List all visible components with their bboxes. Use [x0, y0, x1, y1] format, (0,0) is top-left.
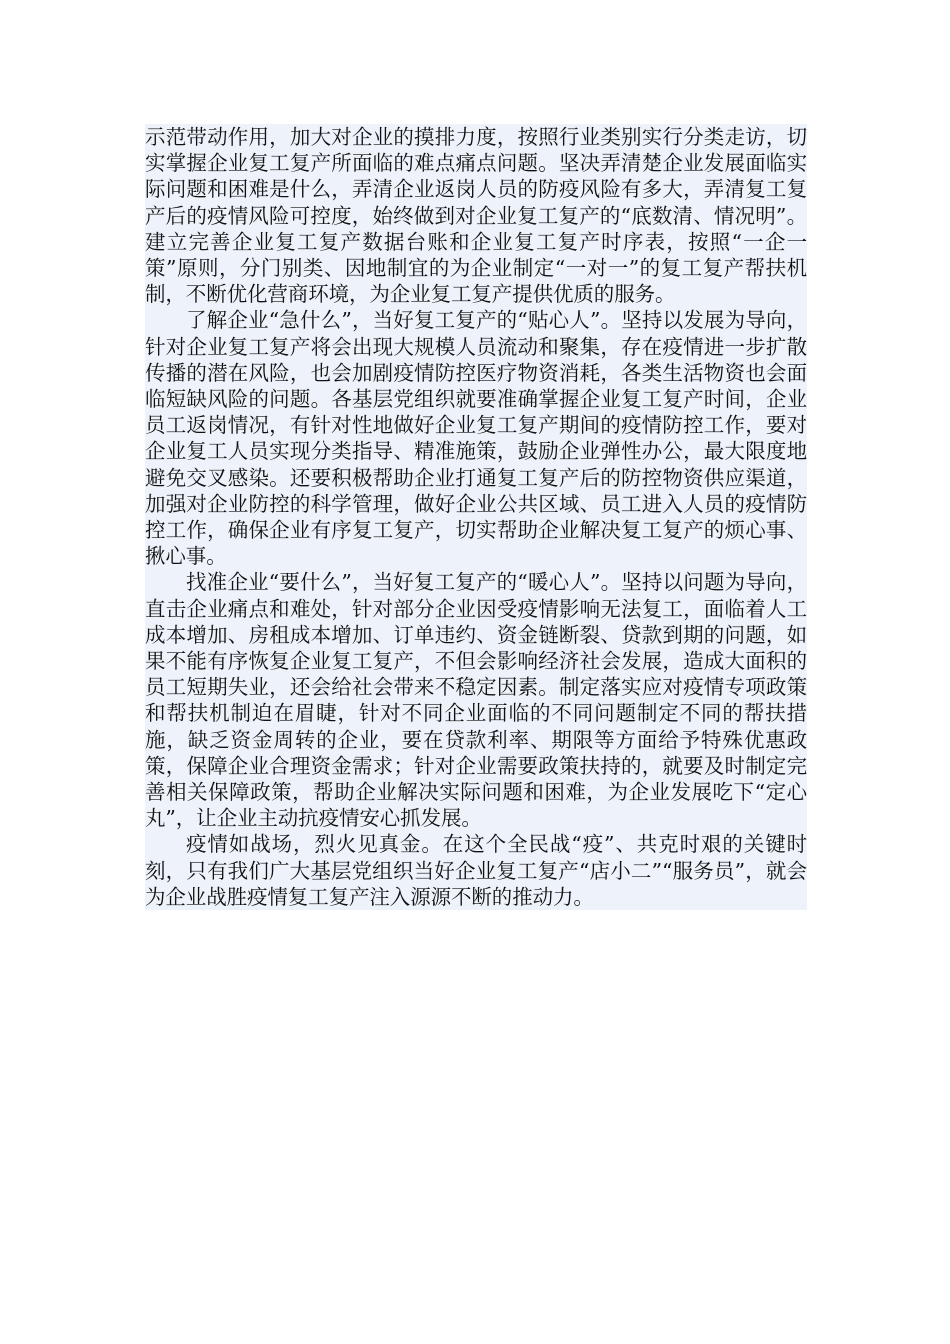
paragraph-4: 疫情如战场，烈火见真金。在这个全民战“疫”、共克时艰的关键时刻，只有我们广大基层党组织当好企业复工复产“店小二”“服务员”，就会为企业战胜疫情复工复产注入源源不断的推动力。	[145, 832, 807, 909]
paragraph-3: 找准企业“要什么”，当好复工复产的“暖心人”。坚持以问题为导向，直击企业痛点和难处，针对部分企业因受疫情影响无法复工，面临着人工成本增加、房租成本增加、订单违约、资金链断裂、贷款到期的问题，如果不能有序恢复企业复工复产，不但会影响经济社会发展，造成大面积的员工短期失业，还会给社会带来不稳定因素。制定落实应对疫情专项政策和帮扶机制迫在眉睫，针对不同企业面临的不同问题制定不同的帮扶措施，缺乏资金周转的企业，要在贷款利率、期限等方面给予特殊优惠政策，保障企业合理资金需求；针对企业需要政策扶持的，就要及时制定完善相关保障政策，帮助企业解决实际问题和困难，为企业发展吃下“定心丸”，让企业主动抗疫情安心抓发展。	[145, 570, 807, 831]
document-body	[145, 124, 807, 910]
paragraph-1: 示范带动作用，加大对企业的摸排力度，按照行业类别实行分类走访，切实掌握企业复工复产所面临的难点痛点问题。坚决弄清楚企业发展面临实际问题和困难是什么，弄清企业返岗人员的防疫风险有多大，弄清复工复产后的疫情风险可控度，始终做到对企业复工复产的“底数清、情况明”。建立完善企业复工复产数据台账和企业复工复产时序表，按照“一企一策”原则，分门别类、因地制宜的为企业制定“一对一”的复工复产帮扶机制，不断优化营商环境，为企业复工复产提供优质的服务。	[145, 125, 807, 307]
paragraph-2: 了解企业“急什么”，当好复工复产的“贴心人”。坚持以发展为导向，针对企业复工复产将会出现大规模人员流动和聚集，存在疫情进一步扩散传播的潜在风险，也会加剧疫情防控医疗物资消耗，各类生活物资也会面临短缺风险的问题。各基层党组织就要准确掌握企业复工复产时间，企业员工返岗情况，有针对性地做好企业复工复产期间的疫情防控工作，要对企业复工人员实现分类指导、精准施策，鼓励企业弹性办公，最大限度地避免交叉感染。还要积极帮助企业打通复工复产后的防控物资供应渠道，加强对企业防控的科学管理，做好企业公共区域、员工进入人员的疫情防控工作，确保企业有序复工复产，切实帮助企业解决复工复产的烦心事、揪心事。	[145, 308, 807, 569]
